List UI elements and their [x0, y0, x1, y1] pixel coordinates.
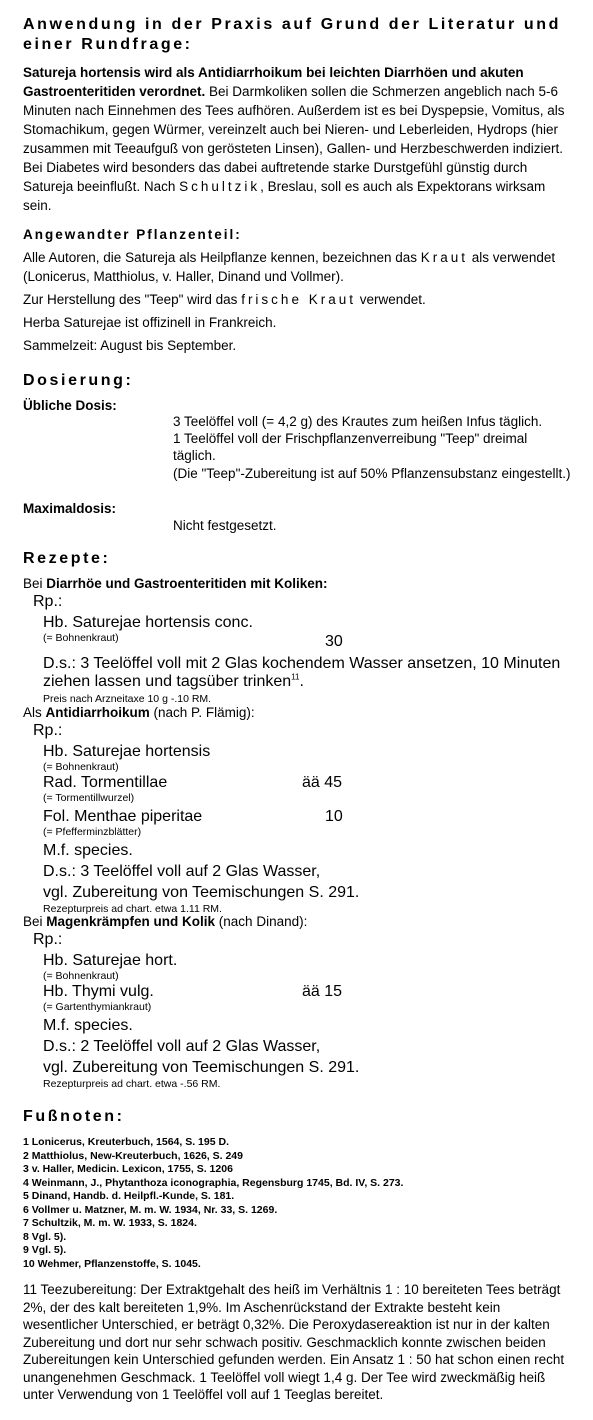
- rezept2-item2-sub: (= Tormentillwurzel): [43, 792, 135, 804]
- dose-ueblich-3: (Die "Teep"-Zubereitung ist auf 50% Pflanzensubstanz eingestellt.): [173, 466, 571, 481]
- footnote-list: [23, 1136, 571, 1271]
- rezept2-item1: Hb. Saturejae hortensis: [43, 743, 211, 760]
- rezept-1: [23, 574, 571, 706]
- footnote-5: 5 Dinand, Handb. d. Heilpfl.-Kunde, S. 181.: [23, 1190, 235, 1202]
- rezept2-intro-post: (nach P. Flämig):: [149, 705, 255, 720]
- anwendung-text-a: Bei Darmkoliken sollen die Schmerzen angeblich nach 5-6 Minuten nach Einnehmen des Tees aufhören. Außerdem ist es bei Dyspepsie, Vomitus, als Stomachikum, gegen Würmer, vereinzelt auch bei Nieren- und Leberleiden, Hydrops (hier zusammen mit Teeaufguß von gerösteten Linsen), Gallen- und Herzbeschwerden indiziert. Bei Diabetes wird besonders das dabei auftretende starke Durstgefühl günstig durch Satureja beeinflußt. Nach: [23, 84, 565, 194]
- rezept2-intro-pre: Als: [23, 705, 46, 720]
- pflanzenteil-p3: Herba Saturejae ist offizinell in Frankreich.: [23, 315, 277, 330]
- rezept1-ds-text: D.s.: 3 Teelöffel voll mit 2 Glas kochendem Wasser ansetzen, 10 Minuten ziehen lassen und tagsüber trinken: [43, 655, 561, 690]
- rezept3-mf: M.f. species.: [43, 1017, 133, 1034]
- footnote-10: 10 Wehmer, Pflanzenstoffe, S. 1045.: [23, 1257, 201, 1270]
- rezept2-item2-row: [23, 774, 571, 792]
- rezept2-ds1: D.s.: 3 Teelöffel voll auf 2 Glas Wasser,: [43, 863, 321, 880]
- rezept1-item1-row: [23, 632, 571, 650]
- footnote-2: 2 Matthiolus, New-Kreuterbuch, 1626, S. 249: [23, 1149, 243, 1162]
- heading-anwendung: Anwendung in der Praxis auf Grund der Literatur und einer Rundfrage:: [23, 16, 561, 53]
- rezept2-item3-amount: 10: [325, 808, 343, 825]
- pflanzenteil-p1-spaced: Kraut: [420, 250, 469, 265]
- rezept3-item1-sub: (= Bohnenkraut): [43, 970, 119, 982]
- rezept2-item2: Rad. Tormentillae: [43, 774, 168, 791]
- rezept2-item1-sub: (= Bohnenkraut): [43, 761, 119, 773]
- heading-fussnoten: Fußnoten:: [23, 1108, 125, 1125]
- rezept3-ds1: D.s.: 2 Teelöffel voll auf 2 Glas Wasser,: [43, 1038, 321, 1055]
- rezept3-intro-post: (nach Dinand):: [215, 914, 308, 929]
- anwendung-spaced-name: Schultzik: [179, 179, 261, 194]
- footnote-11: 11 Teezubereitung: Der Extraktgehalt des heiß im Verhältnis 1 : 10 bereiteten Tees beträgt 2%, der des kalt bereiteten 1,9%. Im Aschenrückstand der Extrakte besteht kein wesentlicher Unterschied, er beträgt 0,32%. Die Peroxydasereaktion ist nur in der kalten Zubereitung und dort nur sehr schwach positiv. Geschmacklich konnte zwischen beiden Zubereitungen kein Unterschied gefunden werden. Ein Ansatz 1 : 50 hat schon einen recht unangenehmen Geschmack. 1 Teelöffel voll wiegt 1,4 g. Der Tee wird zweckmäßig heiß unter Verwendung von 1 Teelöffel voll auf 1 Teeglas bereitet.: [23, 1282, 565, 1402]
- section-rezepte: [23, 549, 571, 569]
- section-anwendung: [23, 15, 571, 215]
- footnote-6: 6 Vollmer u. Matzner, M. m. W. 1934, Nr. 33, S. 1269.: [23, 1203, 278, 1216]
- section-fussnoten: [23, 1107, 571, 1404]
- label-maximaldosis: Maximaldosis:: [23, 501, 117, 516]
- rezept2-intro: [23, 703, 571, 722]
- rezept1-item1: Hb. Saturejae hortensis conc.: [43, 614, 253, 631]
- section-pflanzenteil: [23, 226, 571, 355]
- footnote-8: 8 Vgl. 5).: [23, 1230, 67, 1243]
- rezept2-intro-bold: Antidiarrhoikum: [45, 705, 150, 720]
- pflanzenteil-p4: Sammelzeit: August bis September.: [23, 338, 237, 353]
- dose-ueblich-1: 3 Teelöffel voll (= 4,2 g) des Krautes zum heißen Infus täglich.: [173, 414, 543, 429]
- rezept1-intro-bold: Diarrhöe und Gastroenteritiden mit Koliken:: [46, 576, 328, 591]
- rezept3-intro: [23, 912, 571, 931]
- footnote-ref-11[interactable]: 11: [291, 672, 300, 682]
- rezept1-ds: [23, 655, 573, 691]
- rezept2-item3-row: [23, 808, 571, 826]
- rezept1-item1-amount: 30: [325, 633, 343, 650]
- rezept-3: [23, 912, 571, 1091]
- rezept3-intro-pre: Bei: [23, 914, 47, 929]
- dose-ueblich-2: 1 Teelöffel voll der Frischpflanzenverreibung "Teep" dreimal täglich.: [173, 431, 528, 463]
- dose-max: Nicht festgesetzt.: [173, 518, 277, 533]
- heading-rezepte: Rezepte:: [23, 550, 111, 567]
- rezept1-ds-end: .: [299, 673, 304, 690]
- pflanzenteil-p2-b: verwendet.: [355, 292, 426, 307]
- pflanzenteil-p2-a: Zur Herstellung des "Teep" wird das: [23, 292, 242, 307]
- rezept3-intro-bold: Magenkrämpfen und Kolik: [46, 914, 216, 929]
- anwendung-text-b: , Breslau, soll es auch als Expektorans wirksam sein.: [23, 179, 546, 213]
- pflanzenteil-p2-spaced: frische Kraut: [241, 292, 356, 307]
- rezept1-item1-sub: (= Bohnenkraut): [43, 632, 119, 644]
- anwendung-paragraph: [23, 63, 571, 215]
- footnote-9: 9 Vgl. 5).: [23, 1244, 67, 1256]
- rezept2-price: Rezepturpreis ad chart. etwa 1.11 RM.: [43, 903, 222, 915]
- footnote-1: 1 Lonicerus, Kreuterbuch, 1564, S. 195 D.: [23, 1136, 229, 1148]
- pflanzenteil-p1-a: Alle Autoren, die Satureja als Heilpflanze kennen, bezeichnen das: [23, 250, 421, 265]
- rezept3-item2-sub: (= Gartenthymiankraut): [43, 1001, 152, 1013]
- heading-dosierung: Dosierung:: [23, 372, 134, 389]
- pflanzenteil-p1-b: als verwendet (Lonicerus, Matthiolus, v. Haller, Dinand und Vollmer).: [23, 250, 556, 284]
- rezept3-ds2: vgl. Zubereitung von Teemischungen S. 291.: [43, 1059, 360, 1076]
- rezept3-item2: Hb. Thymi vulg.: [43, 983, 154, 1000]
- label-uebliche-dosis: Übliche Dosis:: [23, 398, 117, 413]
- rezept2-item3: Fol. Menthae piperitae: [43, 808, 203, 825]
- rezept-2: [23, 703, 571, 916]
- pflanzenteil-p2: [23, 290, 571, 309]
- rezept1-intro: [23, 574, 571, 593]
- footnote-4: 4 Weinmann, J., Phytanthoza iconographia, Regensburg 1745, Bd. IV, S. 273.: [23, 1176, 404, 1189]
- rezept2-mf: M.f. species.: [43, 842, 133, 859]
- footnote-3: 3 v. Haller, Medicin. Lexicon, 1755, S. 1206: [23, 1163, 233, 1175]
- rezept1-price: Preis nach Arzneitaxe 10 g -.10 RM.: [43, 693, 212, 705]
- rezept3-rp: Rp.:: [33, 931, 63, 948]
- pflanzenteil-p1: [23, 248, 571, 286]
- anwendung-bold-intro: Satureja hortensis wird als Antidiarrhoikum bei leichten Diarrhöen und akuten Gastroenteritiden verordnet.: [23, 65, 524, 99]
- section-dosierung: [23, 371, 571, 391]
- rezept3-item2-row: [23, 983, 571, 1001]
- rezept3-item2-amount: ää 15: [302, 983, 343, 1000]
- rezept3-item1: Hb. Saturejae hort.: [43, 952, 178, 969]
- rezept2-ds2: vgl. Zubereitung von Teemischungen S. 291.: [43, 884, 360, 901]
- rezept3-price: Rezepturpreis ad chart. etwa -.56 RM.: [43, 1078, 221, 1090]
- rezept1-intro-pre: Bei: [23, 576, 47, 591]
- rezept2-item2-amount: ää 45: [302, 774, 343, 791]
- rezept2-rp: Rp.:: [33, 722, 63, 739]
- heading-pflanzenteil: Angewandter Pflanzenteil:: [23, 227, 242, 242]
- footnote-7: 7 Schultzik, M. m. W. 1933, S. 1824.: [23, 1217, 197, 1229]
- rezept1-rp: Rp.:: [33, 593, 63, 610]
- rezept2-item3-sub: (= Pfefferminzblätter): [43, 826, 142, 838]
